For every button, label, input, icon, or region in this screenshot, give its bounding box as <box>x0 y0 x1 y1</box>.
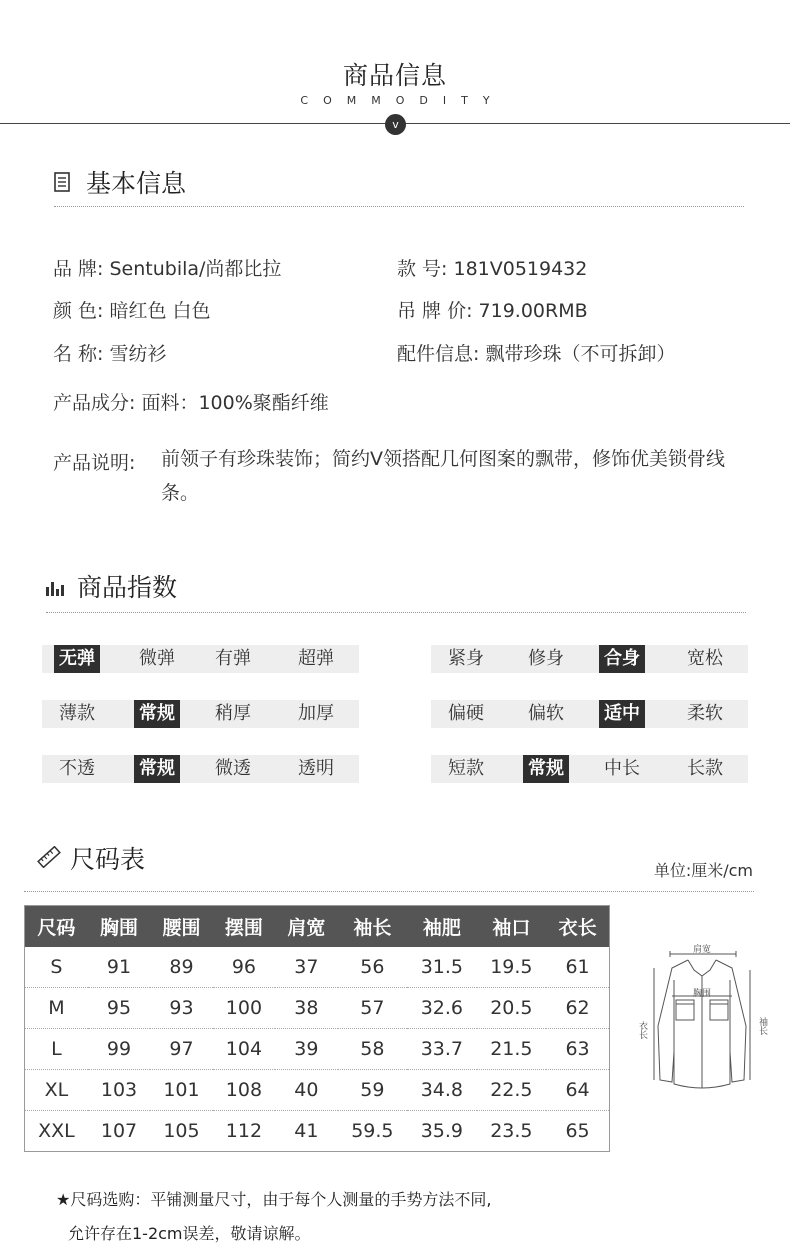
index-option: 透明 <box>298 758 334 779</box>
table-cell: 21.5 <box>477 1029 547 1070</box>
index-option: 偏软 <box>528 703 564 724</box>
index-row <box>431 645 748 673</box>
index-option: 不透 <box>59 758 95 779</box>
size-note-line1: ★尺码选购：平铺测量尺寸，由于每个人测量的手势方法不同, <box>56 1190 492 1209</box>
bar-chart-icon <box>46 581 64 596</box>
basic-info-divider <box>54 206 744 207</box>
table-cell: 104 <box>213 1029 275 1070</box>
index-option: 超弹 <box>298 648 334 669</box>
index-option: 微弹 <box>139 648 175 669</box>
table-cell: 38 <box>275 988 337 1029</box>
table-cell: 40 <box>275 1070 337 1111</box>
color-field: 颜 色: 暗红色 白色 <box>53 300 211 322</box>
size-table-header-cell: 肩宽 <box>275 906 337 947</box>
table-cell: S <box>50 955 63 978</box>
index-option-selected: 无弹 <box>54 645 100 673</box>
name-field: 名 称: 雪纺衫 <box>53 343 167 365</box>
size-table-header-cell: 尺码 <box>25 906 88 947</box>
table-cell: 33.7 <box>407 1029 477 1070</box>
document-icon <box>54 172 70 192</box>
table-cell: 63 <box>546 1029 609 1070</box>
price-field: 吊 牌 价: 719.00RMB <box>397 300 588 322</box>
table-cell: 41 <box>275 1111 337 1152</box>
index-option: 有弹 <box>215 648 251 669</box>
index-option: 短款 <box>448 758 484 779</box>
index-row <box>42 700 359 728</box>
size-table-header-cell: 袖长 <box>338 906 408 947</box>
table-cell: 95 <box>88 988 150 1029</box>
index-option: 偏硬 <box>448 703 484 724</box>
size-table-header-cell: 胸围 <box>88 906 150 947</box>
page-subtitle: COMMODITY <box>300 94 505 107</box>
table-cell: 59.5 <box>338 1111 408 1152</box>
table-row <box>25 1070 610 1111</box>
index-option-selected: 合身 <box>599 645 645 673</box>
index-option: 宽松 <box>687 648 723 669</box>
index-option-selected: 常规 <box>523 755 569 783</box>
table-cell: 107 <box>88 1111 150 1152</box>
table-cell: M <box>25 988 88 1029</box>
size-table-header-cell: 腰围 <box>150 906 212 947</box>
product-index-title: 商品指数 <box>77 573 178 602</box>
index-option: 微透 <box>215 758 251 779</box>
description-label: 产品说明: <box>53 452 136 474</box>
table-cell: 62 <box>546 988 609 1029</box>
size-table-header-cell: 摆围 <box>213 906 275 947</box>
table-cell: 105 <box>150 1111 212 1152</box>
index-option: 修身 <box>528 648 564 669</box>
table-cell: 35.9 <box>407 1111 477 1152</box>
index-option: 紧身 <box>448 648 484 669</box>
size-chart-title: 尺码表 <box>70 845 146 874</box>
table-cell: 20.5 <box>477 988 547 1029</box>
table-cell: 103 <box>88 1070 150 1111</box>
table-cell: 19.5 <box>490 955 533 978</box>
table-cell: 39 <box>275 1029 337 1070</box>
table-cell: 100 <box>213 988 275 1029</box>
diagram-shoulder-label: 肩宽 <box>692 945 712 955</box>
size-table-header-cell: 袖口 <box>477 906 547 947</box>
chevron-down-icon: v <box>385 114 406 135</box>
table-cell: 112 <box>213 1111 275 1152</box>
table-cell: 32.6 <box>407 988 477 1029</box>
index-option-selected: 适中 <box>599 700 645 728</box>
table-row <box>25 947 610 988</box>
diagram-chest-label: 胸围 <box>692 989 712 999</box>
basic-info-title: 基本信息 <box>86 169 187 198</box>
index-option: 长款 <box>687 758 723 779</box>
table-cell: 23.5 <box>477 1111 547 1152</box>
style-number-field: 款 号: 181V0519432 <box>397 258 588 280</box>
table-cell: 91 <box>106 955 132 978</box>
table-cell: 64 <box>546 1070 609 1111</box>
index-option: 加厚 <box>298 703 334 724</box>
size-table <box>24 905 610 1152</box>
table-row <box>25 1111 610 1152</box>
size-table-header-cell: 衣长 <box>546 906 609 947</box>
table-cell: XXL <box>25 1111 88 1152</box>
table-row <box>25 988 610 1029</box>
index-option: 中长 <box>604 758 640 779</box>
page-title: 商品信息 <box>342 61 447 90</box>
table-cell: 97 <box>150 1029 212 1070</box>
table-cell: 31.5 <box>420 955 464 978</box>
size-chart-divider <box>24 891 754 892</box>
table-cell: 101 <box>150 1070 212 1111</box>
diagram-length-label: 衣长 <box>637 1021 647 1039</box>
product-index-divider <box>46 612 746 613</box>
diagram-sleeve-label: 袖长 <box>757 1017 767 1035</box>
table-cell: 89 <box>169 955 194 978</box>
table-cell: 37 <box>294 955 319 978</box>
table-cell: 34.8 <box>407 1070 477 1111</box>
table-cell: 61 <box>565 955 590 978</box>
index-row <box>42 755 359 783</box>
table-row <box>25 1029 610 1070</box>
description-text: 前领子有珍珠装饰；简约V领搭配几何图案的飘带，修饰优美锁骨线条。 <box>161 448 725 504</box>
brand-field: 品 牌: Sentubila/尚都比拉 <box>53 258 282 280</box>
accessory-field: 配件信息: 飘带珍珠（不可拆卸） <box>397 343 676 365</box>
size-note-line2: 允许存在1-2cm误差，敬请谅解。 <box>68 1224 311 1243</box>
size-table-header <box>25 906 610 947</box>
index-option: 薄款 <box>59 703 95 724</box>
table-cell: 108 <box>213 1070 275 1111</box>
index-row <box>431 700 748 728</box>
table-cell: 59 <box>338 1070 408 1111</box>
index-option-selected: 常规 <box>134 700 180 728</box>
table-cell: L <box>25 1029 88 1070</box>
size-table-header-cell: 袖肥 <box>407 906 477 947</box>
index-option: 稍厚 <box>215 703 251 724</box>
composition-field: 产品成分: 面料：100%聚酯纤维 <box>53 392 329 414</box>
table-cell: 96 <box>231 955 256 978</box>
table-cell: 57 <box>338 988 408 1029</box>
index-option: 柔软 <box>687 703 723 724</box>
table-cell: XL <box>25 1070 88 1111</box>
table-cell: 93 <box>150 988 212 1029</box>
index-row <box>42 645 359 673</box>
index-option-selected: 常规 <box>134 755 180 783</box>
garment-measurement-diagram <box>632 940 772 1100</box>
table-cell: 99 <box>88 1029 150 1070</box>
table-cell: 56 <box>360 955 385 978</box>
table-cell: 58 <box>338 1029 408 1070</box>
table-cell: 22.5 <box>477 1070 547 1111</box>
ruler-icon <box>37 846 61 868</box>
index-row <box>431 755 748 783</box>
table-cell: 65 <box>546 1111 609 1152</box>
unit-label: 单位:厘米/cm <box>653 861 753 880</box>
